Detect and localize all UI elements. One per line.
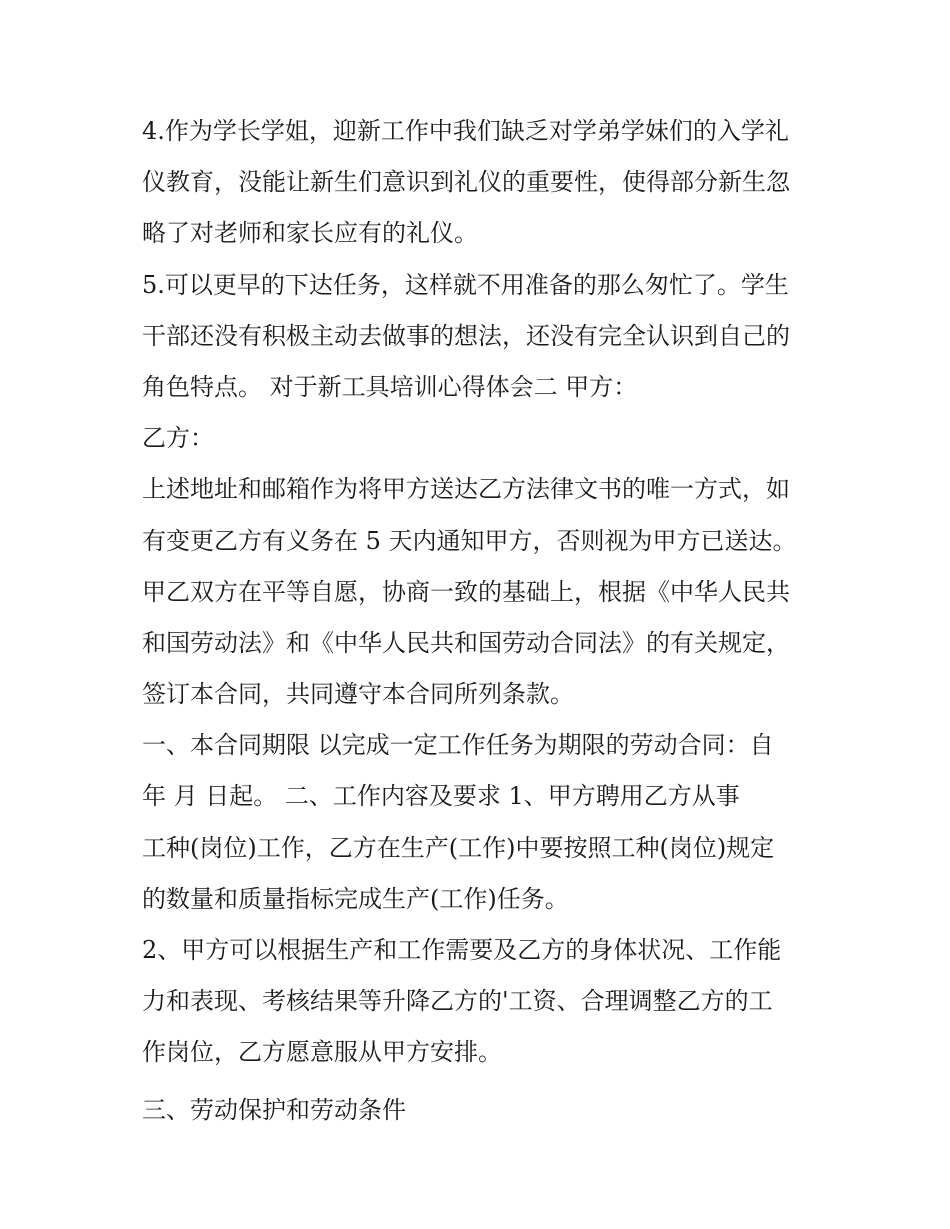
document-body bbox=[142, 106, 822, 1136]
text-line: 甲乙双方在平等自愿，协商一致的基础上，根据《中华人民共 bbox=[142, 577, 790, 606]
text-line: 干部还没有积极主动去做事的想法，还没有完全认识到自己的 bbox=[142, 321, 790, 350]
text-line: 和国劳动法》和《中华人民共和国劳动合同法》的有关规定， bbox=[142, 628, 790, 657]
text-line: 2、甲方可以根据生产和工作需要及乙方的身体状况、工作能 bbox=[142, 936, 782, 964]
text-line: 角色特点。 对于新工具培训心得体会二 甲方： bbox=[142, 372, 638, 401]
text-line: 作岗位，乙方愿意服从甲方安排。 bbox=[142, 1038, 502, 1067]
text-line: 略了对老师和家长应有的礼仪。 bbox=[142, 219, 478, 248]
text-line: 的数量和质量指标完成生产(工作)任务。 bbox=[142, 884, 569, 913]
text-line: 上述地址和邮箱作为将甲方送达乙方法律文书的唯一方式，如 bbox=[142, 475, 790, 504]
text-line: 仪教育，没能让新生们意识到礼仪的重要性，使得部分新生忽 bbox=[142, 168, 790, 197]
text-line: 乙方： bbox=[142, 424, 214, 453]
text-line: 签订本合同，共同遵守本合同所列条款。 bbox=[142, 680, 574, 709]
section-heading: 三、劳动保护和劳动条件 bbox=[142, 1095, 406, 1124]
text-line: 4.作为学长学姐，迎新工作中我们缺乏对学弟学妹们的入学礼 bbox=[142, 117, 789, 145]
text-line: 年 月 日起。 二、工作内容及要求 1、甲方聘用乙方从事 bbox=[142, 782, 740, 811]
text-line: 5.可以更早的下达任务，这样就不用准备的那么匆忙了。学生 bbox=[142, 270, 789, 299]
text-line: 力和表现、考核结果等升降乙方的'工资、合理调整乙方的工 bbox=[142, 987, 773, 1016]
text-line: 工种(岗位)工作，乙方在生产(工作)中要按照工种(岗位)规定 bbox=[142, 833, 775, 862]
text-line: 有变更乙方有义务在 5 天内通知甲方，否则视为甲方已送达。 bbox=[142, 526, 797, 555]
text-line: 一、本合同期限 以完成一定工作任务为期限的劳动合同：自 bbox=[142, 731, 774, 760]
